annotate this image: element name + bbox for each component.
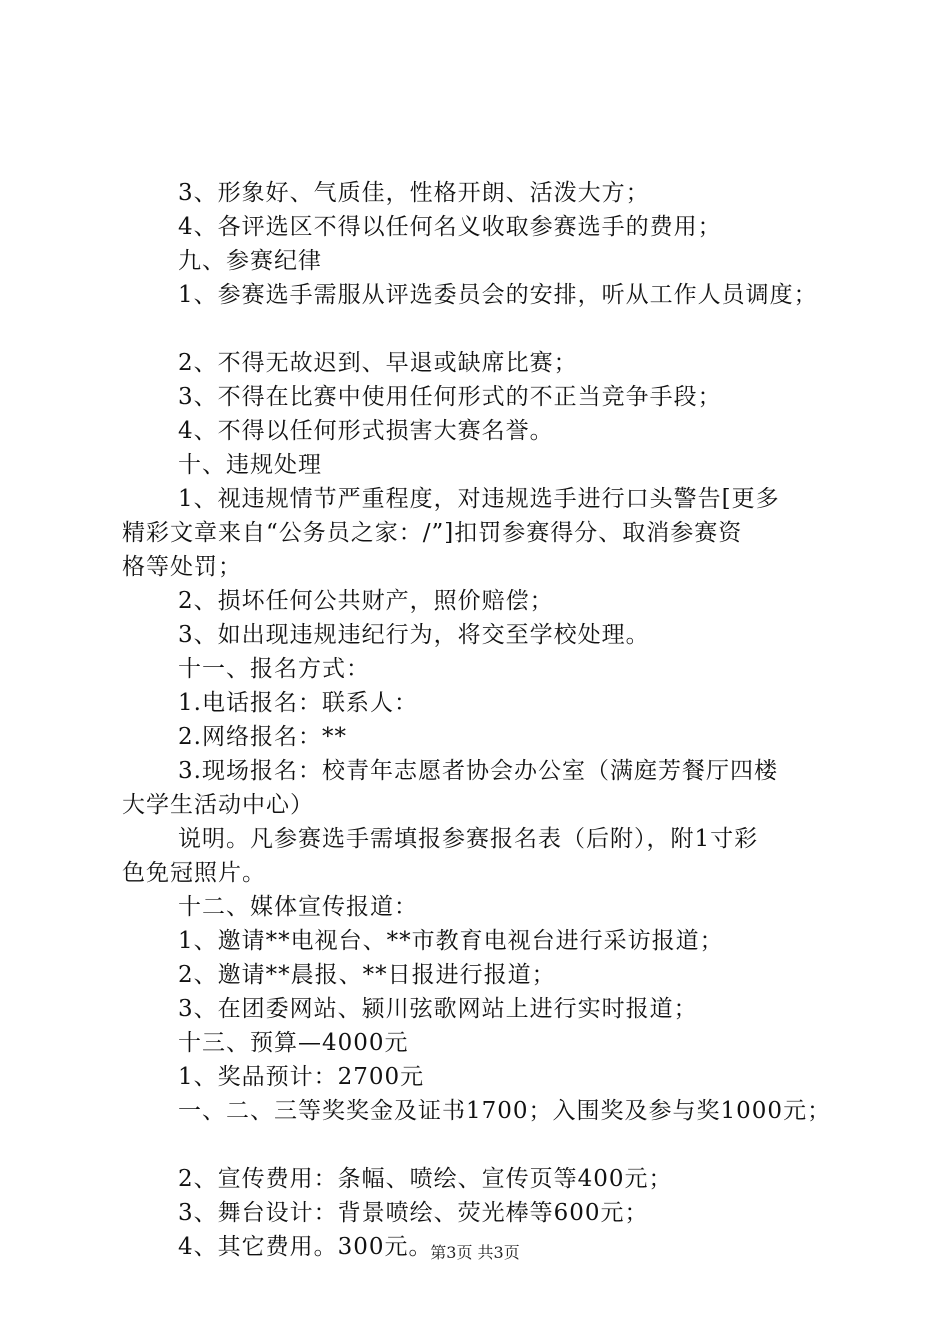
text-line: 2、损坏任何公共财产，照价赔偿； — [178, 588, 554, 614]
text-line: 1、参赛选手需服从评选委员会的安排，听从工作人员调度； — [178, 282, 818, 308]
text-line: 3、舞台设计：背景喷绘、荧光棒等600元； — [178, 1200, 649, 1226]
blank-line — [178, 1128, 848, 1162]
text-line: 2.网络报名：** — [178, 724, 347, 750]
text-line: 1、奖品预计：2700元 — [178, 1064, 425, 1090]
text-line: 4、各评选区不得以任何名义收取参赛选手的费用； — [178, 214, 722, 240]
text-line-continued: 格等处罚； — [122, 554, 242, 580]
text-line-continued: 精彩文章来自“公务员之家：/”]扣罚参赛得分、取消参赛资 — [122, 520, 743, 546]
text-line: 3、在团委网站、颍川弦歌网站上进行实时报道； — [178, 996, 698, 1022]
text-line: 说明。凡参赛选手需填报参赛报名表（后附），附1寸彩 — [178, 826, 759, 852]
text-line: 2、不得无故迟到、早退或缺席比赛； — [178, 350, 578, 376]
page-footer: 第3页 共3页 — [430, 1243, 520, 1262]
section-heading: 十三、预算—4000元 — [178, 1030, 409, 1056]
section-heading: 九、参赛纪律 — [178, 248, 322, 274]
blank-line — [178, 312, 848, 346]
text-line: 3、如出现违规违纪行为，将交至学校处理。 — [178, 622, 650, 648]
text-line: 一、二、三等奖奖金及证书1700；入围奖及参与奖1000元； — [178, 1098, 832, 1124]
section-heading: 十、违规处理 — [178, 452, 322, 478]
text-line: 2、邀请**晨报、**日报进行报道； — [178, 962, 556, 988]
section-heading: 十二、媒体宣传报道： — [178, 894, 418, 920]
text-line: 3.现场报名：校青年志愿者协会办公室（满庭芳餐厅四楼 — [178, 758, 778, 784]
text-line: 4、其它费用。300元。 — [178, 1234, 433, 1260]
text-line: 1、邀请**电视台、**市教育电视台进行采访报道； — [178, 928, 724, 954]
text-line: 3、不得在比赛中使用任何形式的不正当竞争手段； — [178, 384, 722, 410]
text-line-continued: 色免冠照片。 — [122, 860, 266, 886]
text-line: 1、视违规情节严重程度，对违规选手进行口头警告[更多 — [178, 486, 780, 512]
text-line: 2、宣传费用：条幅、喷绘、宣传页等400元； — [178, 1166, 673, 1192]
text-line-continued: 大学生活动中心） — [122, 792, 314, 818]
text-line: 3、形象好、气质佳，性格开朗、活泼大方； — [178, 180, 650, 206]
document-body — [122, 176, 848, 1264]
section-heading: 十一、报名方式： — [178, 656, 370, 682]
text-line: 1.电话报名：联系人： — [178, 690, 418, 716]
text-line: 4、不得以任何形式损害大赛名誉。 — [178, 418, 554, 444]
